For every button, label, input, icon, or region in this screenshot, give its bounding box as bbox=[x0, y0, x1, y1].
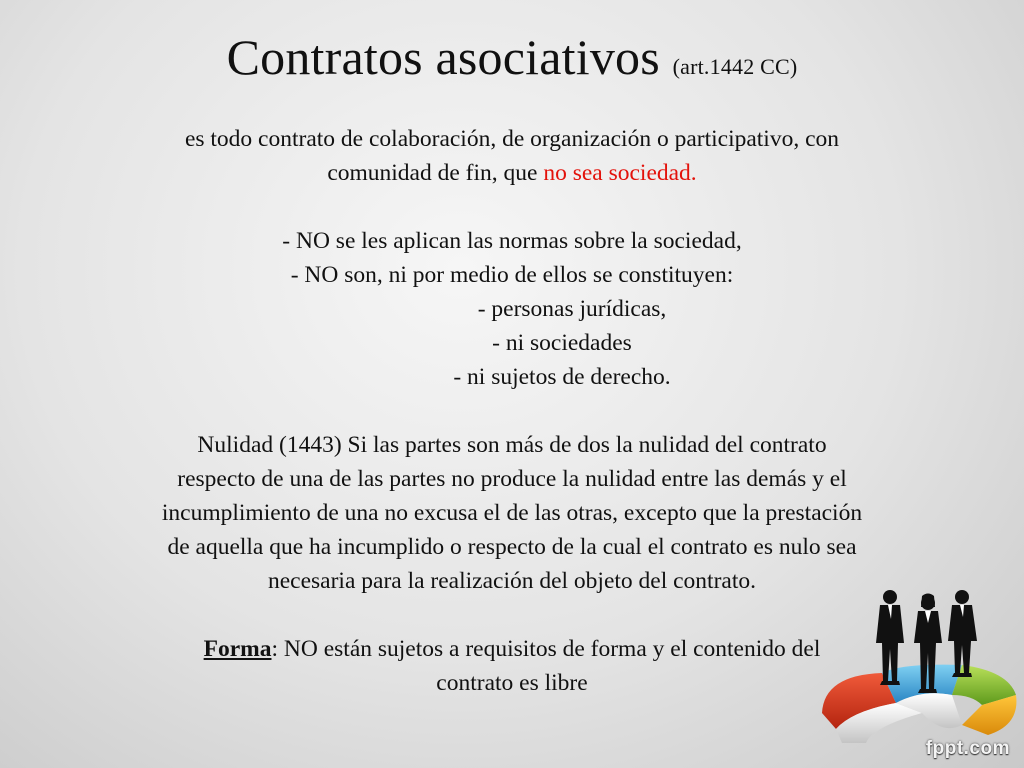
slide-title bbox=[0, 26, 1024, 98]
rule-item: - NO se les aplican las normas sobre la sociedad, bbox=[282, 228, 742, 254]
forma-label: Forma bbox=[203, 636, 272, 662]
watermark: fppt.com bbox=[925, 738, 1010, 759]
title-reference: (art.1442 CC) bbox=[672, 54, 798, 79]
nulidad-line: de aquella que ha incumplido o respecto de la cual el contrato es nulo sea bbox=[167, 534, 857, 560]
rule-item: - NO son, ni por medio de ellos se constituyen: bbox=[290, 262, 734, 288]
business-people-pie-chart-icon bbox=[812, 585, 1024, 745]
nulidad-line: Nulidad (1443) Si las partes son más de dos la nulidad del contrato bbox=[197, 432, 827, 458]
definition-text: comunidad de fin, que bbox=[327, 160, 544, 186]
definition-line-2 bbox=[60, 156, 964, 190]
sub-item: - personas jurídicas, bbox=[477, 296, 667, 322]
forma-text: : NO están sujetos a requisitos de forma y el contenido del bbox=[271, 636, 821, 662]
nulidad-line: incumplimiento de una no excusa el de las otras, excepto que la prestación bbox=[161, 500, 863, 526]
nulidad-line: respecto de una de las partes no produce la nulidad entre las demás y el bbox=[177, 466, 847, 492]
forma-line-2: contrato es libre bbox=[436, 670, 588, 696]
title-main: Contratos asociativos bbox=[226, 29, 660, 85]
sub-item: - ni sociedades bbox=[492, 330, 632, 356]
definition-highlight: no sea sociedad. bbox=[543, 160, 697, 186]
sub-item: - ni sujetos de derecho. bbox=[453, 364, 671, 390]
definition-line-1: es todo contrato de colaboración, de organización o participativo, con bbox=[184, 126, 840, 152]
nulidad-line: necesaria para la realización del objeto del contrato. bbox=[267, 568, 756, 594]
